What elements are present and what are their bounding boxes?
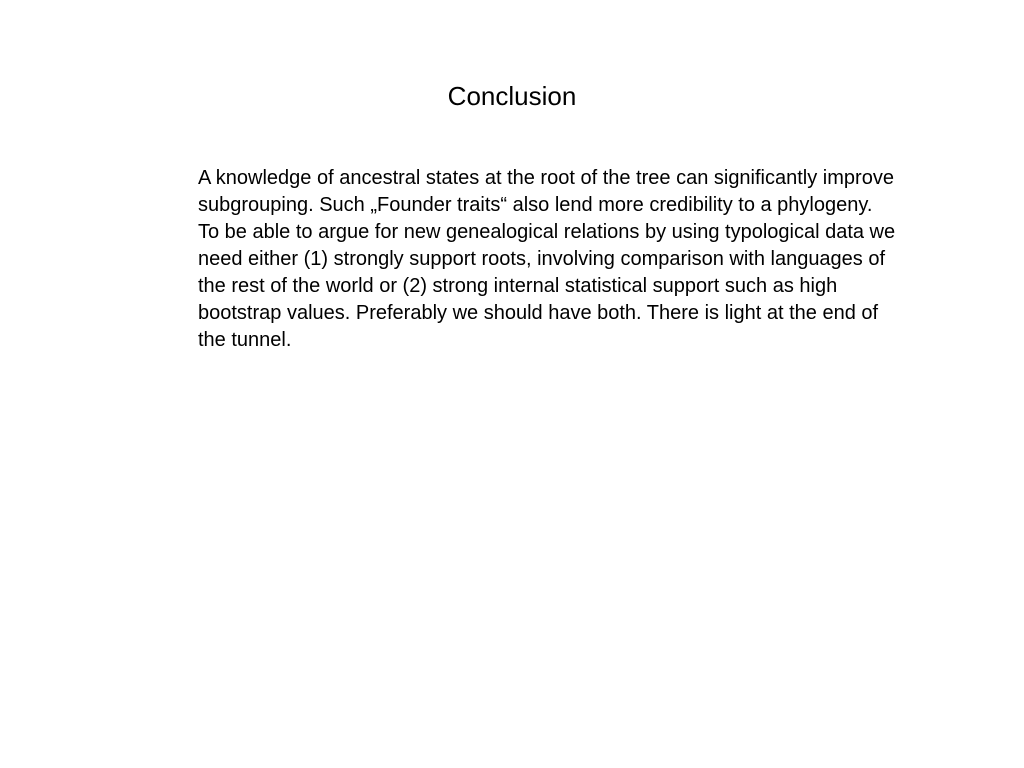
slide-title: Conclusion bbox=[447, 81, 577, 111]
slide-body-text: A knowledge of ancestral states at the root of the tree can significantly improve subgrouping. Such „Founder traits“ also lend more credibility to a phylogeny. To be able to argue for new genealogical relations by using typological data we need either (1) strongly support roots, involving comparison with languages of the rest of the world or (2) strong internal statistical support such as high bootstrap values. Preferably we should have both. There is light at the end of the tunnel. bbox=[198, 167, 896, 351]
